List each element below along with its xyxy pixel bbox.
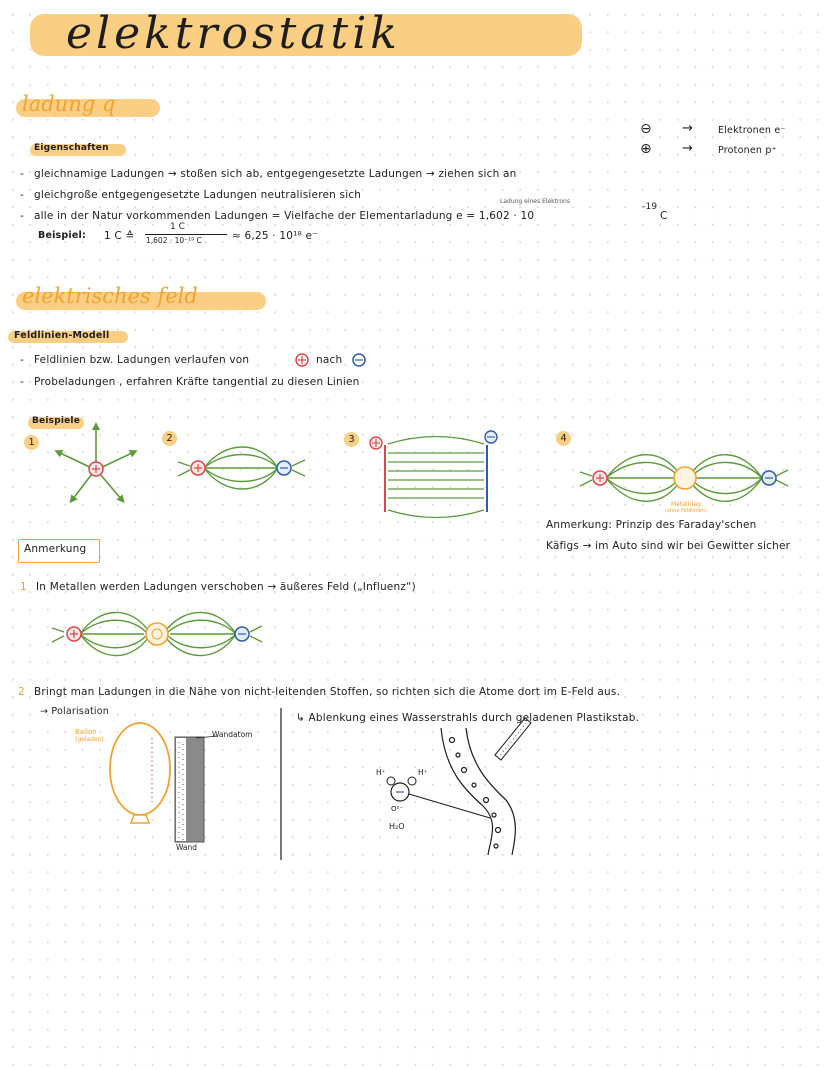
example-number-1: 1 (24, 435, 39, 450)
subheading-feldlinien: Feldlinien-Modell (14, 330, 110, 341)
balloon (110, 723, 170, 823)
note-right-line-2: Käfigs → im Auto sind wir bei Gewitter sicher (546, 540, 791, 552)
field-bullet-1: Feldlinien bzw. Ladungen verlaufen von (34, 354, 250, 366)
examples-label: Beispiele (32, 416, 81, 426)
section-heading-ladung: ladung q (22, 92, 116, 116)
note-2-text: Bringt man Ladungen in die Nähe von nicht-leitenden Stoffen, so richten sich die Atome dort im E-Feld aus. (34, 686, 621, 698)
influenz-plus-charge (67, 627, 81, 641)
bullet-dash: - (20, 189, 24, 201)
example-label: Beispiel: (38, 230, 86, 241)
plastic-rod (495, 718, 531, 760)
example-3-capacitor (385, 437, 487, 518)
bullet-1: gleichnamige Ladungen → stoßen sich ab, entgegengesetzte Ladungen → ziehen sich an (34, 168, 517, 180)
metal-ring-label: Metallring (671, 501, 701, 508)
example-1-plus-charge (89, 462, 103, 476)
fraction-numerator: 1 C (170, 222, 185, 232)
polarisation-label: → Polarisation (40, 706, 109, 717)
section-heading-feld: elektrisches feld (22, 284, 198, 308)
influenz-minus-charge (235, 627, 249, 641)
wall-atom-label: Wandatom (212, 730, 253, 739)
inline-plus-symbol (296, 354, 308, 366)
influenz-metal (146, 623, 168, 645)
example-4-metal-ring (674, 467, 696, 489)
bullet-dash: - (20, 354, 24, 366)
bullet-dash: - (20, 168, 24, 180)
example-lhs: 1 C ≙ (104, 230, 135, 242)
legend-proton-arrow: → (682, 141, 693, 156)
h-plus-right: H⁺ (418, 768, 428, 777)
h-plus-left: H⁺ (376, 768, 386, 777)
elementary-charge-unit: C (660, 210, 668, 222)
metal-ring-sublabel: (ohne Feldlinien) (665, 508, 707, 514)
example-number-4: 4 (556, 431, 571, 446)
h2o-label: H₂O (389, 822, 405, 831)
example-number-3: 3 (344, 432, 359, 447)
elementary-charge-exponent: -19 (642, 202, 658, 212)
note-1-number: 1 (20, 581, 27, 593)
example-3-minus-symbol (485, 431, 497, 443)
field-bullet-2: Probeladungen , erfahren Kräfte tangential zu diesen Linien (34, 376, 360, 388)
water-text: ↳ Ablenkung eines Wasserstrahls durch geladenen Plastikstab. (296, 712, 640, 724)
annotation-electron-charge: Ladung eines Elektrons (500, 198, 570, 205)
example-4-plus-charge (593, 471, 607, 485)
page-title-script: elektrostatik (66, 8, 401, 59)
balloon-sublabel: (geladen) (75, 736, 104, 743)
field-bullet-1-nach: nach (316, 354, 343, 366)
bullet-dash: - (20, 210, 24, 222)
note-2-number: 2 (18, 686, 25, 698)
legend-electron-label: Elektronen e⁻ (718, 125, 786, 136)
example-3-plus-symbol (370, 437, 382, 449)
oxygen-label: O²⁻ (391, 805, 404, 813)
example-2-plus-charge (191, 461, 205, 475)
example-rhs: ≈ 6,25 · 10¹⁸ e⁻ (232, 230, 318, 242)
legend-electron-symbol: ⊖ (640, 121, 652, 137)
subheading-eigenschaften: Eigenschaften (34, 143, 109, 153)
example-4-minus-charge (762, 471, 776, 485)
wall (175, 736, 218, 842)
bullet-dash: - (20, 376, 24, 388)
example-number-2: 2 (162, 431, 177, 446)
legend-proton-symbol: ⊕ (640, 141, 652, 157)
bullet-2: gleichgroße entgegengesetzte Ladungen neutralisieren sich (34, 189, 362, 201)
legend-electron-arrow: → (682, 121, 693, 136)
wall-label: Wand (176, 843, 198, 852)
note-right-line-1: Anmerkung: Prinzip des Faraday'schen (546, 519, 757, 531)
example-2-minus-charge (277, 461, 291, 475)
fraction-denominator: 1,602 · 10⁻¹⁹ C (146, 236, 202, 245)
note-1-text: In Metallen werden Ladungen verschoben → äußeres Feld („Influenz“) (36, 581, 416, 593)
balloon-label: Ballon (75, 728, 97, 736)
bullet-3: alle in der Natur vorkommenden Ladungen = Vielfache der Elementarladung e = 1,602 · 10 (34, 210, 535, 222)
water-stream (441, 728, 515, 855)
legend-proton-label: Protonen p⁺ (718, 145, 777, 156)
inline-minus-symbol (353, 354, 365, 366)
note-box-label: Anmerkung (24, 543, 87, 555)
